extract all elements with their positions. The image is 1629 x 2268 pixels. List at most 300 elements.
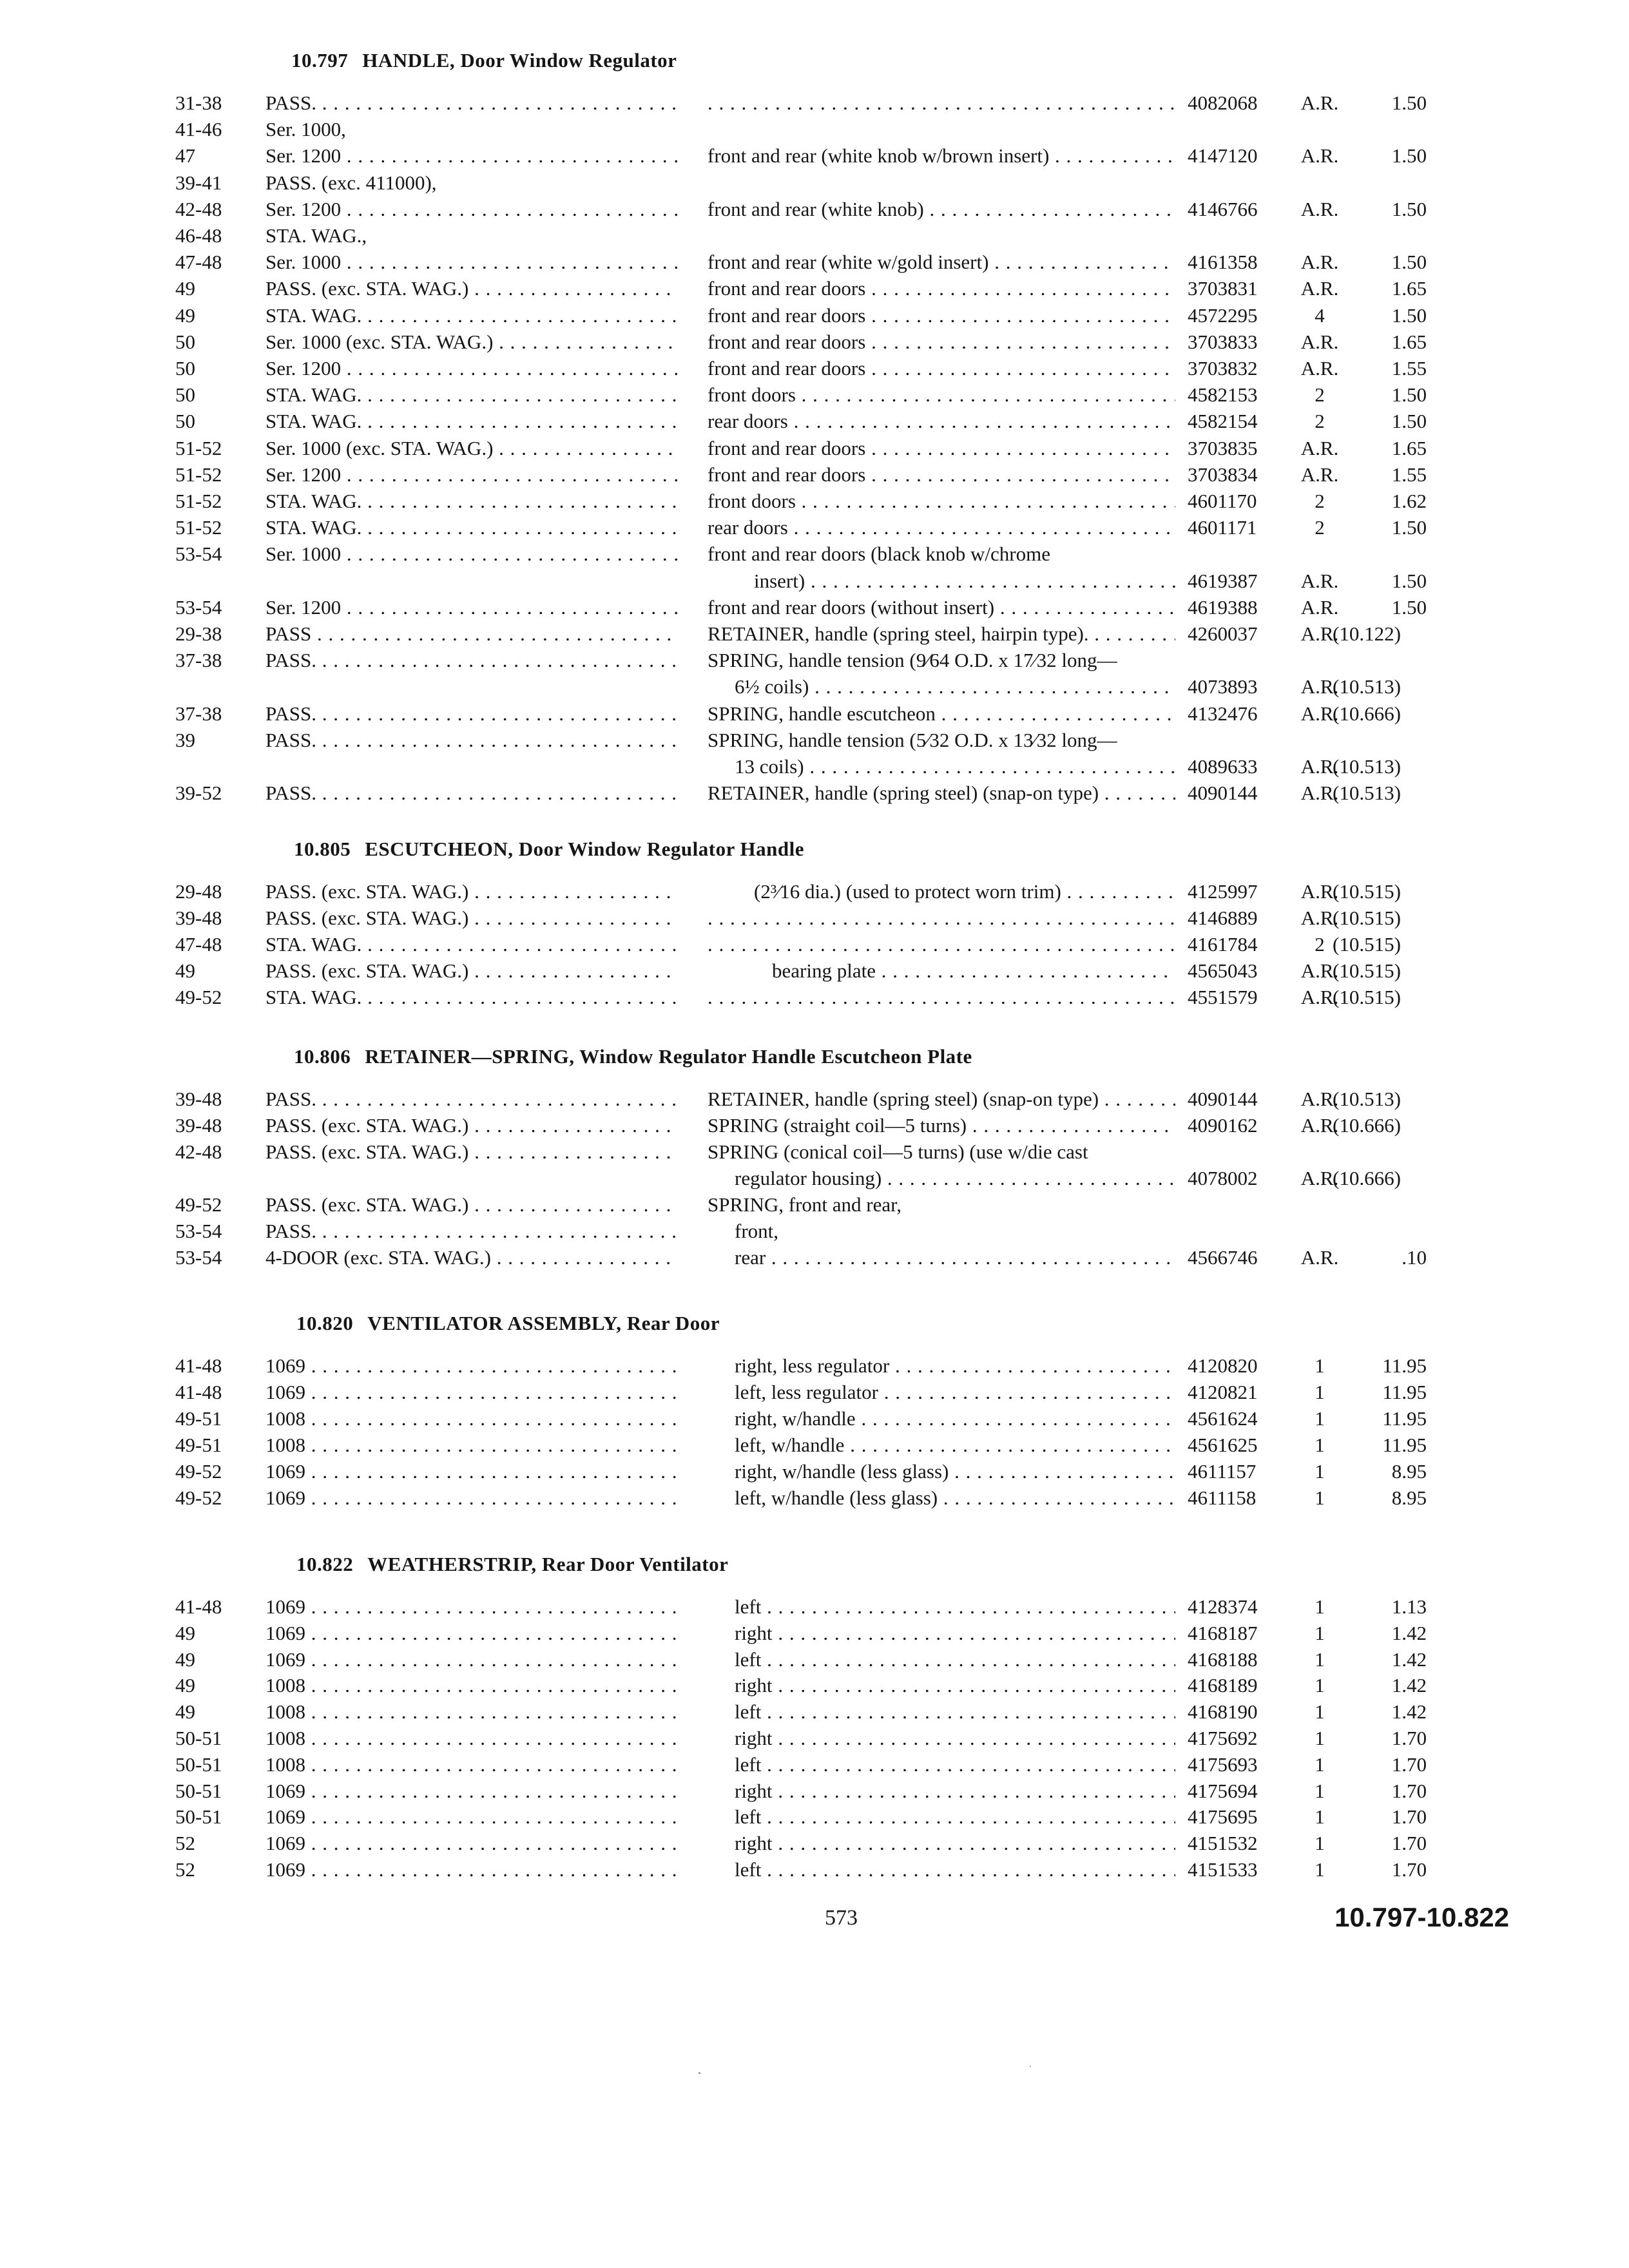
- description-cell: [708, 90, 1175, 116]
- model-cell: 1069 . . .: [265, 1647, 678, 1673]
- quantity-cell: 1: [1315, 1595, 1325, 1618]
- model-cell: PASS. (exc. STA. WAG.) . . .: [265, 1113, 678, 1139]
- price-cell: 11.95: [1382, 1434, 1427, 1456]
- section-number: 10.797: [291, 49, 349, 72]
- model-cell: PASS. . . .: [265, 648, 678, 673]
- model-cell: 4-DOOR (exc. STA. WAG.) . . .: [265, 1245, 678, 1271]
- part-number-cell: 4132476: [1188, 702, 1258, 725]
- part-number-cell: 3703832: [1188, 357, 1258, 380]
- section-number: 10.806: [294, 1045, 351, 1068]
- price-cell: 1.42: [1391, 1648, 1427, 1671]
- model-cell: STA. WAG. . . .: [265, 985, 678, 1010]
- description-cell: front and rear doors . . .: [708, 462, 1175, 488]
- year-cell: 49-52: [175, 986, 222, 1008]
- table-row: [0, 1139, 1629, 1165]
- model-cell: PASS. (exc. STA. WAG.) . . .: [265, 276, 678, 302]
- quantity-cell: A.R.: [1300, 880, 1339, 903]
- price-cell: (10.666): [1333, 1167, 1401, 1189]
- quantity-cell: 1: [1315, 1648, 1325, 1671]
- description-cell: RETAINER, handle (spring steel) (snap-on type) . . .: [708, 1086, 1175, 1112]
- section-heading: [291, 49, 677, 72]
- part-number-cell: 3703831: [1188, 277, 1258, 300]
- description-cell: SPRING, handle tension (9⁄64 O.D. x 17⁄32 long—: [708, 649, 1117, 672]
- model-cell: 1069 . . .: [265, 1778, 678, 1804]
- section-number: 10.805: [294, 838, 351, 860]
- description-cell: [708, 905, 1175, 931]
- description-cell: regulator housing) . . .: [735, 1166, 1175, 1191]
- model-cell: PASS. (exc. STA. WAG.) . . .: [265, 1139, 678, 1165]
- part-number-cell: 4260037: [1188, 622, 1258, 645]
- table-row: [0, 1778, 1629, 1804]
- model-cell: STA. WAG. . . .: [265, 515, 678, 541]
- price-cell: 1.50: [1391, 569, 1427, 592]
- year-cell: 50: [175, 383, 195, 407]
- part-number-cell: 4175695: [1188, 1805, 1258, 1829]
- year-cell: 50: [175, 357, 195, 380]
- year-cell: 53-54: [175, 1246, 222, 1269]
- section-title: HANDLE, Door Window Regulator: [362, 49, 677, 72]
- table-row: [0, 1166, 1629, 1191]
- part-number-cell: 4565043: [1188, 959, 1258, 982]
- section-heading: [294, 838, 804, 861]
- table-row: [0, 488, 1629, 514]
- description-cell: right, w/handle . . .: [735, 1406, 1175, 1432]
- part-number-cell: 4601171: [1188, 516, 1257, 539]
- quantity-cell: A.R.: [1300, 91, 1339, 114]
- model-cell: 1069 . . .: [265, 1857, 678, 1883]
- model-cell: PASS. . . .: [265, 1218, 678, 1244]
- part-number-cell: 4073893: [1188, 675, 1258, 698]
- quantity-cell: A.R.: [1300, 1088, 1339, 1110]
- year-cell: 39-48: [175, 1088, 222, 1110]
- table-row: [0, 356, 1629, 381]
- page-number: 573: [825, 1906, 858, 1930]
- year-cell: 49: [175, 1700, 195, 1724]
- year-cell: 50: [175, 330, 195, 353]
- price-cell: 11.95: [1382, 1354, 1427, 1377]
- year-cell: 47: [175, 144, 195, 168]
- description-cell: front and rear (white knob w/brown insert) . . .: [708, 143, 1175, 169]
- part-number-cell: 4561624: [1188, 1407, 1258, 1430]
- year-cell: 50-51: [175, 1805, 222, 1829]
- year-cell: 49-52: [175, 1460, 222, 1483]
- year-cell: 49-51: [175, 1407, 222, 1430]
- model-cell: PASS . . .: [265, 621, 678, 647]
- description-cell: left . . .: [735, 1857, 1175, 1883]
- model-cell: STA. WAG. . . .: [265, 408, 678, 434]
- price-cell: 1.70: [1391, 1858, 1427, 1881]
- table-row: [0, 541, 1629, 567]
- model-cell: 1069 . . .: [265, 1831, 678, 1856]
- description-cell: 13 coils) . . .: [735, 754, 1175, 780]
- price-cell: 1.50: [1391, 303, 1427, 327]
- table-row: [0, 754, 1629, 780]
- part-number-cell: 4175694: [1188, 1779, 1258, 1802]
- quantity-cell: A.R.: [1300, 595, 1339, 619]
- page-range: 10.797-10.822: [1335, 1902, 1509, 1932]
- model-cell: Ser. 1200 . . .: [265, 143, 678, 169]
- table-row: [0, 621, 1629, 647]
- year-cell: 53-54: [175, 1220, 222, 1242]
- description-cell: front and rear doors . . .: [708, 303, 1175, 329]
- part-number-cell: 4161358: [1188, 251, 1258, 274]
- quantity-cell: 2: [1315, 490, 1325, 512]
- price-cell: 1.42: [1391, 1621, 1427, 1644]
- model-cell: PASS. . . .: [265, 780, 678, 806]
- quantity-cell: A.R.: [1300, 569, 1339, 592]
- price-cell: 1.70: [1391, 1779, 1427, 1802]
- description-cell: SPRING (conical coil—5 turns) (use w/die cast: [708, 1140, 1088, 1163]
- quantity-cell: A.R.: [1300, 436, 1339, 459]
- description-cell: right, less regulator . . .: [735, 1353, 1175, 1379]
- model-cell: 1069 . . .: [265, 1459, 678, 1485]
- description-cell: front and rear doors . . .: [708, 356, 1175, 381]
- description-cell: front and rear doors (black knob w/chrome: [708, 543, 1050, 566]
- section-title: RETAINER—SPRING, Window Regulator Handle Escutcheon Plate: [365, 1045, 972, 1068]
- quantity-cell: A.R.: [1300, 702, 1339, 725]
- description-cell: left . . .: [735, 1699, 1175, 1725]
- description-cell: right, w/handle (less glass) . . .: [735, 1459, 1175, 1485]
- model-cell: 1008 . . .: [265, 1699, 678, 1725]
- description-cell: right . . .: [735, 1673, 1175, 1698]
- table-row: [0, 1218, 1629, 1244]
- quantity-cell: 1: [1315, 1486, 1325, 1509]
- table-row: [0, 568, 1629, 594]
- description-cell: [708, 985, 1175, 1010]
- section-heading: [294, 1045, 972, 1068]
- table-row: [0, 90, 1629, 116]
- table-row: [0, 436, 1629, 461]
- description-cell: right . . .: [735, 1620, 1175, 1646]
- year-cell: 49: [175, 1674, 195, 1697]
- part-number-cell: 4175693: [1188, 1753, 1258, 1776]
- quantity-cell: 2: [1315, 410, 1325, 433]
- price-cell: 11.95: [1382, 1381, 1427, 1403]
- table-row: [0, 1647, 1629, 1673]
- price-cell: (10.515): [1333, 933, 1401, 956]
- quantity-cell: A.R.: [1300, 1246, 1339, 1269]
- description-cell: SPRING (straight coil—5 turns) . . .: [708, 1113, 1175, 1139]
- part-number-cell: 4168188: [1188, 1648, 1258, 1671]
- part-number-cell: 4611158: [1188, 1486, 1257, 1509]
- model-cell: Ser. 1200 . . .: [265, 197, 678, 222]
- table-row: [0, 303, 1629, 329]
- table-row: [0, 1620, 1629, 1646]
- price-cell: 1.70: [1391, 1727, 1427, 1749]
- part-number-cell: 4168187: [1188, 1621, 1258, 1644]
- year-cell: 49: [175, 959, 195, 982]
- part-number-cell: 4551579: [1188, 986, 1258, 1008]
- table-row: [0, 1245, 1629, 1271]
- model-cell: 1008 . . .: [265, 1725, 678, 1751]
- description-cell: front and rear (white knob) . . .: [708, 197, 1175, 222]
- quantity-cell: A.R.: [1300, 959, 1339, 982]
- model-cell: PASS. . . .: [265, 1086, 678, 1112]
- table-row: [0, 701, 1629, 727]
- table-row: [0, 1379, 1629, 1405]
- quantity-cell: A.R.: [1300, 782, 1339, 805]
- year-cell: 51-52: [175, 490, 222, 512]
- description-cell: rear doors . . .: [708, 408, 1175, 434]
- model-cell: STA. WAG. . . .: [265, 488, 678, 514]
- quantity-cell: A.R.: [1300, 144, 1339, 168]
- description-cell: insert) . . .: [754, 568, 1175, 594]
- year-cell: 46-48: [175, 224, 222, 247]
- year-cell: 29-48: [175, 880, 222, 903]
- model-cell: 1069 . . .: [265, 1485, 678, 1511]
- model-cell: Ser. 1000 (exc. STA. WAG.) . . .: [265, 436, 678, 461]
- price-cell: 1.55: [1391, 463, 1427, 486]
- price-cell: 1.42: [1391, 1674, 1427, 1697]
- quantity-cell: A.R.: [1300, 1114, 1339, 1137]
- table-row: [0, 143, 1629, 169]
- description-cell: rear . . .: [735, 1245, 1175, 1271]
- quantity-cell: A.R.: [1300, 277, 1339, 300]
- price-cell: (10.513): [1333, 675, 1401, 698]
- table-row: [0, 1594, 1629, 1620]
- model-cell: 1069 . . .: [265, 1379, 678, 1405]
- table-row: [0, 879, 1629, 905]
- description-cell: front doors . . .: [708, 382, 1175, 408]
- part-number-cell: 4089633: [1188, 755, 1258, 778]
- price-cell: 1.55: [1391, 357, 1427, 380]
- description-cell: front and rear doors . . .: [708, 329, 1175, 355]
- part-number-cell: 3703834: [1188, 463, 1258, 486]
- description-cell: left . . .: [735, 1804, 1175, 1830]
- quantity-cell: 1: [1315, 1700, 1325, 1724]
- price-cell: 1.70: [1391, 1805, 1427, 1829]
- table-row: [0, 197, 1629, 222]
- section-title: VENTILATOR ASSEMBLY, Rear Door: [367, 1312, 720, 1334]
- description-cell: left . . .: [735, 1752, 1175, 1778]
- part-number-cell: 4561625: [1188, 1434, 1258, 1456]
- table-row: [0, 1699, 1629, 1725]
- part-number-cell: 4147120: [1188, 144, 1258, 168]
- year-cell: 39-48: [175, 907, 222, 929]
- quantity-cell: 1: [1315, 1674, 1325, 1697]
- quantity-cell: 1: [1315, 1381, 1325, 1403]
- quantity-cell: 2: [1315, 933, 1325, 956]
- description-cell: [708, 932, 1175, 957]
- quantity-cell: 1: [1315, 1858, 1325, 1881]
- description-cell: left, w/handle (less glass) . . .: [735, 1485, 1175, 1511]
- model-cell: 1008 . . .: [265, 1752, 678, 1778]
- table-row: [0, 674, 1629, 700]
- year-cell: 47-48: [175, 251, 222, 274]
- table-row: [0, 1831, 1629, 1856]
- table-row: [0, 1459, 1629, 1485]
- quantity-cell: 1: [1315, 1354, 1325, 1377]
- quantity-cell: A.R.: [1300, 197, 1339, 220]
- price-cell: (10.515): [1333, 907, 1401, 929]
- table-row: [0, 595, 1629, 620]
- description-cell: RETAINER, handle (spring steel) (snap-on type) . . .: [708, 780, 1175, 806]
- year-cell: 41-48: [175, 1381, 222, 1403]
- part-number-cell: 4128374: [1188, 1595, 1258, 1618]
- description-cell: front and rear doors . . .: [708, 276, 1175, 302]
- year-cell: 41-48: [175, 1354, 222, 1377]
- year-cell: 53-54: [175, 543, 222, 566]
- table-row: [0, 958, 1629, 984]
- part-number-cell: 4146766: [1188, 197, 1258, 220]
- model-cell: PASS. (exc. 411000),: [265, 171, 437, 194]
- year-cell: 51-52: [175, 516, 222, 539]
- part-number-cell: 4566746: [1188, 1246, 1258, 1269]
- year-cell: 49: [175, 1648, 195, 1671]
- price-cell: 1.65: [1391, 330, 1427, 353]
- price-cell: 1.50: [1391, 197, 1427, 220]
- year-cell: 50-51: [175, 1753, 222, 1776]
- table-row: [0, 905, 1629, 931]
- quantity-cell: A.R.: [1300, 622, 1339, 645]
- year-cell: 49: [175, 303, 195, 327]
- price-cell: 11.95: [1382, 1407, 1427, 1430]
- table-row: [0, 462, 1629, 488]
- year-cell: 39-48: [175, 1114, 222, 1137]
- quantity-cell: 1: [1315, 1832, 1325, 1855]
- part-number-cell: 4120821: [1188, 1381, 1258, 1403]
- description-cell: right . . .: [735, 1725, 1175, 1751]
- part-number-cell: 4090162: [1188, 1114, 1258, 1137]
- price-cell: 1.50: [1391, 251, 1427, 274]
- model-cell: 1069 . . .: [265, 1804, 678, 1830]
- year-cell: 51-52: [175, 463, 222, 486]
- price-cell: (10.515): [1333, 986, 1401, 1008]
- price-cell: (10.513): [1333, 782, 1401, 805]
- part-number-cell: 4090144: [1188, 1088, 1258, 1110]
- model-cell: 1008 . . .: [265, 1432, 678, 1458]
- part-number-cell: 4125997: [1188, 880, 1258, 903]
- price-cell: 1.65: [1391, 277, 1427, 300]
- description-cell: (2³⁄16 dia.) (used to protect worn trim) . . .: [754, 879, 1175, 905]
- model-cell: Ser. 1200 . . .: [265, 462, 678, 488]
- price-cell: 1.13: [1391, 1595, 1427, 1618]
- quantity-cell: 1: [1315, 1621, 1325, 1644]
- section-heading: [296, 1312, 720, 1335]
- description-cell: 6½ coils) . . .: [735, 674, 1175, 700]
- price-cell: (10.515): [1333, 880, 1401, 903]
- year-cell: 37-38: [175, 702, 222, 725]
- price-cell: (10.122): [1333, 622, 1401, 645]
- description-cell: left, less regulator . . .: [735, 1379, 1175, 1405]
- price-cell: 1.42: [1391, 1700, 1427, 1724]
- quantity-cell: 2: [1315, 516, 1325, 539]
- model-cell: 1069 . . .: [265, 1594, 678, 1620]
- part-number-cell: 4151533: [1188, 1858, 1258, 1881]
- quantity-cell: A.R.: [1300, 755, 1339, 778]
- year-cell: 52: [175, 1832, 195, 1855]
- part-number-cell: 4582153: [1188, 383, 1258, 407]
- price-cell: 1.50: [1391, 91, 1427, 114]
- quantity-cell: A.R.: [1300, 675, 1339, 698]
- quantity-cell: A.R.: [1300, 463, 1339, 486]
- table-row: [0, 515, 1629, 541]
- table-row: [0, 1406, 1629, 1432]
- table-row: [0, 727, 1629, 753]
- description-cell: SPRING, front and rear,: [708, 1193, 901, 1216]
- year-cell: 52: [175, 1858, 195, 1881]
- price-cell: 1.50: [1391, 383, 1427, 407]
- year-cell: 31-38: [175, 91, 222, 114]
- quantity-cell: 1: [1315, 1460, 1325, 1483]
- year-cell: 39-52: [175, 782, 222, 805]
- part-number-cell: 4601170: [1188, 490, 1257, 512]
- description-cell: front and rear (white w/gold insert) . . .: [708, 249, 1175, 275]
- price-cell: 1.50: [1391, 410, 1427, 433]
- part-number-cell: 4175692: [1188, 1727, 1258, 1749]
- description-cell: left . . .: [735, 1594, 1175, 1620]
- year-cell: 42-48: [175, 197, 222, 220]
- description-cell: left . . .: [735, 1647, 1175, 1673]
- quantity-cell: 1: [1315, 1407, 1325, 1430]
- model-cell: PASS. (exc. STA. WAG.) . . .: [265, 905, 678, 931]
- price-cell: 8.95: [1391, 1486, 1427, 1509]
- year-cell: 51-52: [175, 436, 222, 459]
- part-number-cell: 4168189: [1188, 1674, 1258, 1697]
- price-cell: 1.50: [1391, 595, 1427, 619]
- scan-speck: [699, 2072, 700, 2074]
- model-cell: STA. WAG. . . .: [265, 932, 678, 957]
- part-number-cell: 4120820: [1188, 1354, 1258, 1377]
- part-number-cell: 4161784: [1188, 933, 1258, 956]
- year-cell: 50-51: [175, 1779, 222, 1802]
- description-cell: front doors . . .: [708, 488, 1175, 514]
- price-cell: .10: [1402, 1246, 1427, 1269]
- model-cell: PASS. (exc. STA. WAG.) . . .: [265, 1192, 678, 1218]
- model-cell: PASS. (exc. STA. WAG.) . . .: [265, 879, 678, 905]
- model-cell: Ser. 1200 . . .: [265, 356, 678, 381]
- model-cell: STA. WAG.,: [265, 224, 367, 247]
- table-row: [0, 1857, 1629, 1883]
- price-cell: 1.70: [1391, 1753, 1427, 1776]
- part-number-cell: 4619388: [1188, 595, 1258, 619]
- model-cell: 1008 . . .: [265, 1406, 678, 1432]
- description-cell: RETAINER, handle (spring steel, hairpin type). . . .: [708, 621, 1175, 647]
- part-number-cell: 4611157: [1188, 1460, 1257, 1483]
- model-cell: PASS. . . .: [265, 727, 678, 753]
- description-cell: right . . .: [735, 1778, 1175, 1804]
- year-cell: 49: [175, 1621, 195, 1644]
- quantity-cell: A.R.: [1300, 907, 1339, 929]
- year-cell: 50-51: [175, 1727, 222, 1749]
- table-row: [0, 1192, 1629, 1218]
- part-number-cell: 4090144: [1188, 782, 1258, 805]
- table-row: [0, 1432, 1629, 1458]
- price-cell: 1.62: [1391, 490, 1427, 512]
- table-row: [0, 223, 1629, 249]
- model-cell: PASS. . . .: [265, 701, 678, 727]
- quantity-cell: A.R.: [1300, 357, 1339, 380]
- part-number-cell: 4078002: [1188, 1167, 1258, 1189]
- section-title: WEATHERSTRIP, Rear Door Ventilator: [367, 1553, 729, 1575]
- part-number-cell: 4619387: [1188, 569, 1258, 592]
- section-number: 10.820: [296, 1312, 354, 1334]
- quantity-cell: 1: [1315, 1727, 1325, 1749]
- price-cell: 1.70: [1391, 1832, 1427, 1855]
- year-cell: 53-54: [175, 595, 222, 619]
- description-cell: SPRING, handle escutcheon . . .: [708, 701, 1175, 727]
- model-cell: STA. WAG. . . .: [265, 303, 678, 329]
- year-cell: 42-48: [175, 1140, 222, 1163]
- year-cell: 50: [175, 410, 195, 433]
- year-cell: 39-41: [175, 171, 222, 194]
- part-number-cell: 3703833: [1188, 330, 1258, 353]
- quantity-cell: 1: [1315, 1805, 1325, 1829]
- price-cell: (10.513): [1333, 755, 1401, 778]
- table-row: [0, 1725, 1629, 1751]
- part-number-cell: 4082068: [1188, 91, 1258, 114]
- year-cell: 49-52: [175, 1193, 222, 1216]
